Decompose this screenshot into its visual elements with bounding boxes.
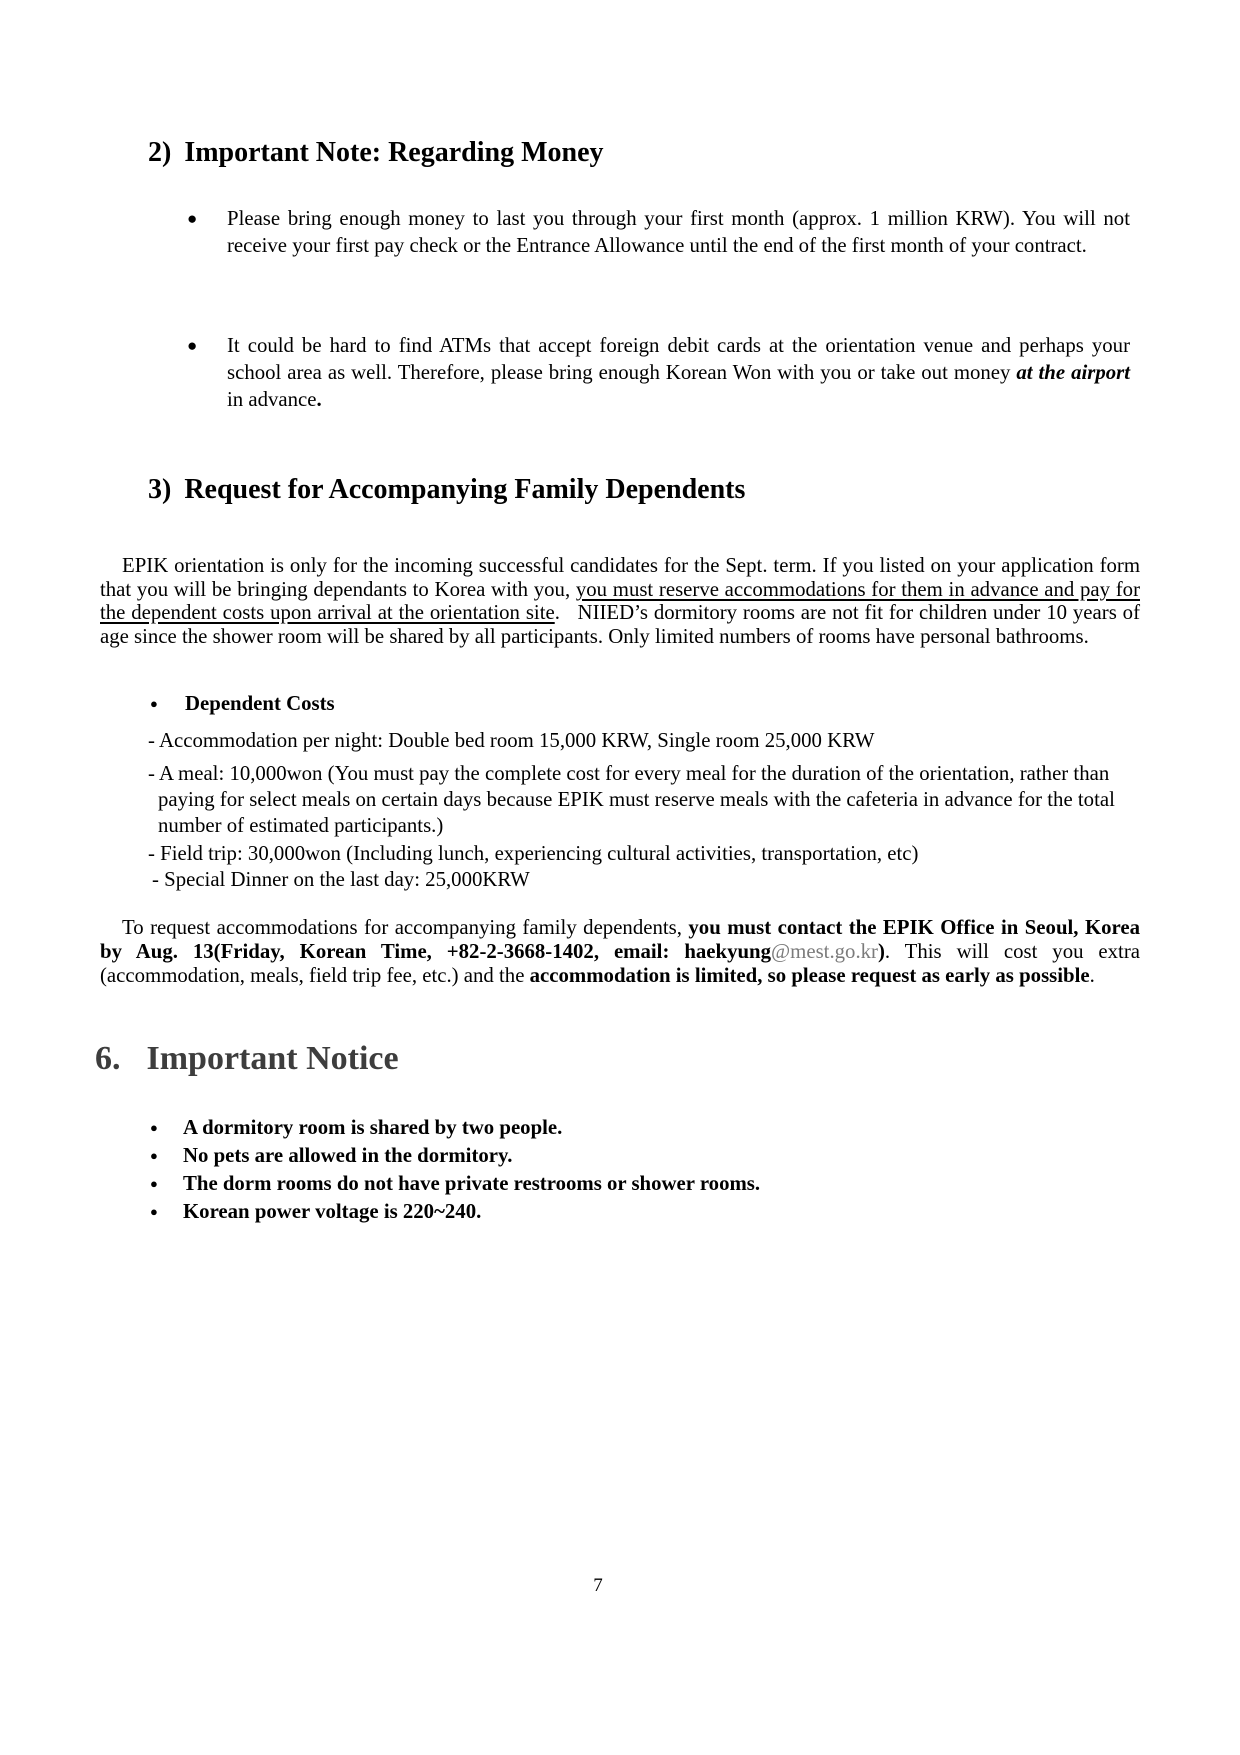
text-segment: It could be hard to find ATMs that accept foreign debit cards at the orientation venue and perhaps your school area as well. Therefore, please bring enough Korean Won with you or take out money [227,334,1130,384]
notice-text: The dorm rooms do not have private restrooms or shower rooms. [183,1172,761,1196]
section-3-heading [100,473,1140,507]
paragraph-request-contact [100,916,1140,988]
list-item [187,205,1130,259]
text-segment-bold-italic: at the airport [1016,361,1131,384]
section-6-number: 6. [95,1040,121,1078]
bullet-icon: ● [150,1148,158,1164]
notice-text: Korean power voltage is 220~240. [183,1200,482,1224]
text-segment: . NIIED’s dormitory rooms are not fit for children under 10 years of age since the shower room will be shared by all participants. Only limited numbers of rooms have personal bathrooms. [100,601,1140,648]
bullet-icon: ● [150,1176,158,1192]
bullet-icon: ● [150,696,158,712]
list-item: - A meal: 10,000won (You must pay the complete cost for every meal for the duration of the orientation, rather than paying for select meals on certain days because EPIK must reserve meals with the cafeteria in advance for the total number of estimated participants.) [148,762,1115,838]
document-content [95,136,1140,1226]
section-3-number: 3) [148,474,172,505]
text-segment: . [1089,964,1095,988]
bullet-icon: ● [187,209,198,228]
page-number: 7 [593,1575,603,1596]
text-segment-bold: ) [877,940,885,964]
text-segment: in advance [227,388,317,411]
text-segment-underlined: you must reserve accommodations for them in advance and pay for the dependent costs upon arrival at the orientation site [100,577,1140,625]
section-2-number: 2) [148,137,172,168]
text-segment-bold: . [316,388,322,411]
text-segment-bold: you must contact the EPIK Office in Seoul, Korea by Aug. 13(Friday, Korean Time, +82-2-3668-1402, email: haekyung [100,916,1140,964]
text-segment: To request accommodations for accompanying family dependents, [122,916,689,940]
paragraph-dependents-intro [100,554,1140,648]
text-segment-bold: accommodation is limited, so please request as early as possible [529,964,1090,988]
list-item: - Special Dinner on the last day: 25,000KRW [152,868,530,892]
bullet-icon: ● [150,1204,158,1220]
section-2-title: Important Note: Regarding Money [184,137,604,168]
text-segment: . This will cost you extra (accommodation, meals, field trip fee, etc.) and the [100,940,1140,988]
section-6-heading [95,1038,1140,1079]
list-item [150,1198,1140,1226]
list-item [150,1142,1140,1170]
list-item [150,1170,1140,1198]
money-bullet-2-text [227,334,1130,411]
money-bullet-1-text: Please bring enough money to last you through your first month (approx. 1 million KRW). You will not receive your first pay check or the Entrance Allowance until the end of the first month of your contract. [227,207,1130,257]
section-2-heading [100,136,1140,170]
list-item [187,332,1131,413]
list-item [150,1114,1140,1142]
notice-text: No pets are allowed in the dormitory. [183,1144,513,1168]
section-6-title: Important Notice [146,1040,399,1078]
dependent-costs-label: Dependent Costs [185,692,335,716]
bullet-icon: ● [187,336,198,355]
bullet-icon: ● [150,1120,158,1136]
list-item: - Field trip: 30,000won (Including lunch, experiencing cultural activities, transportation, etc) [148,842,919,866]
section-3-title: Request for Accompanying Family Dependents [184,474,746,505]
email-domain-text: @mest.go.kr [771,940,878,964]
important-notice-list [100,1114,1140,1226]
dependent-costs-heading [150,690,1140,717]
notice-text: A dormitory room is shared by two people. [183,1116,563,1140]
text-segment: EPIK orientation is only for the incoming successful candidates for the Sept. term. If you listed on your application form that you will be bringing dependants to Korea with you, [100,554,1140,601]
list-item: - Accommodation per night: Double bed room 15,000 KRW, Single room 25,000 KRW [148,729,875,753]
